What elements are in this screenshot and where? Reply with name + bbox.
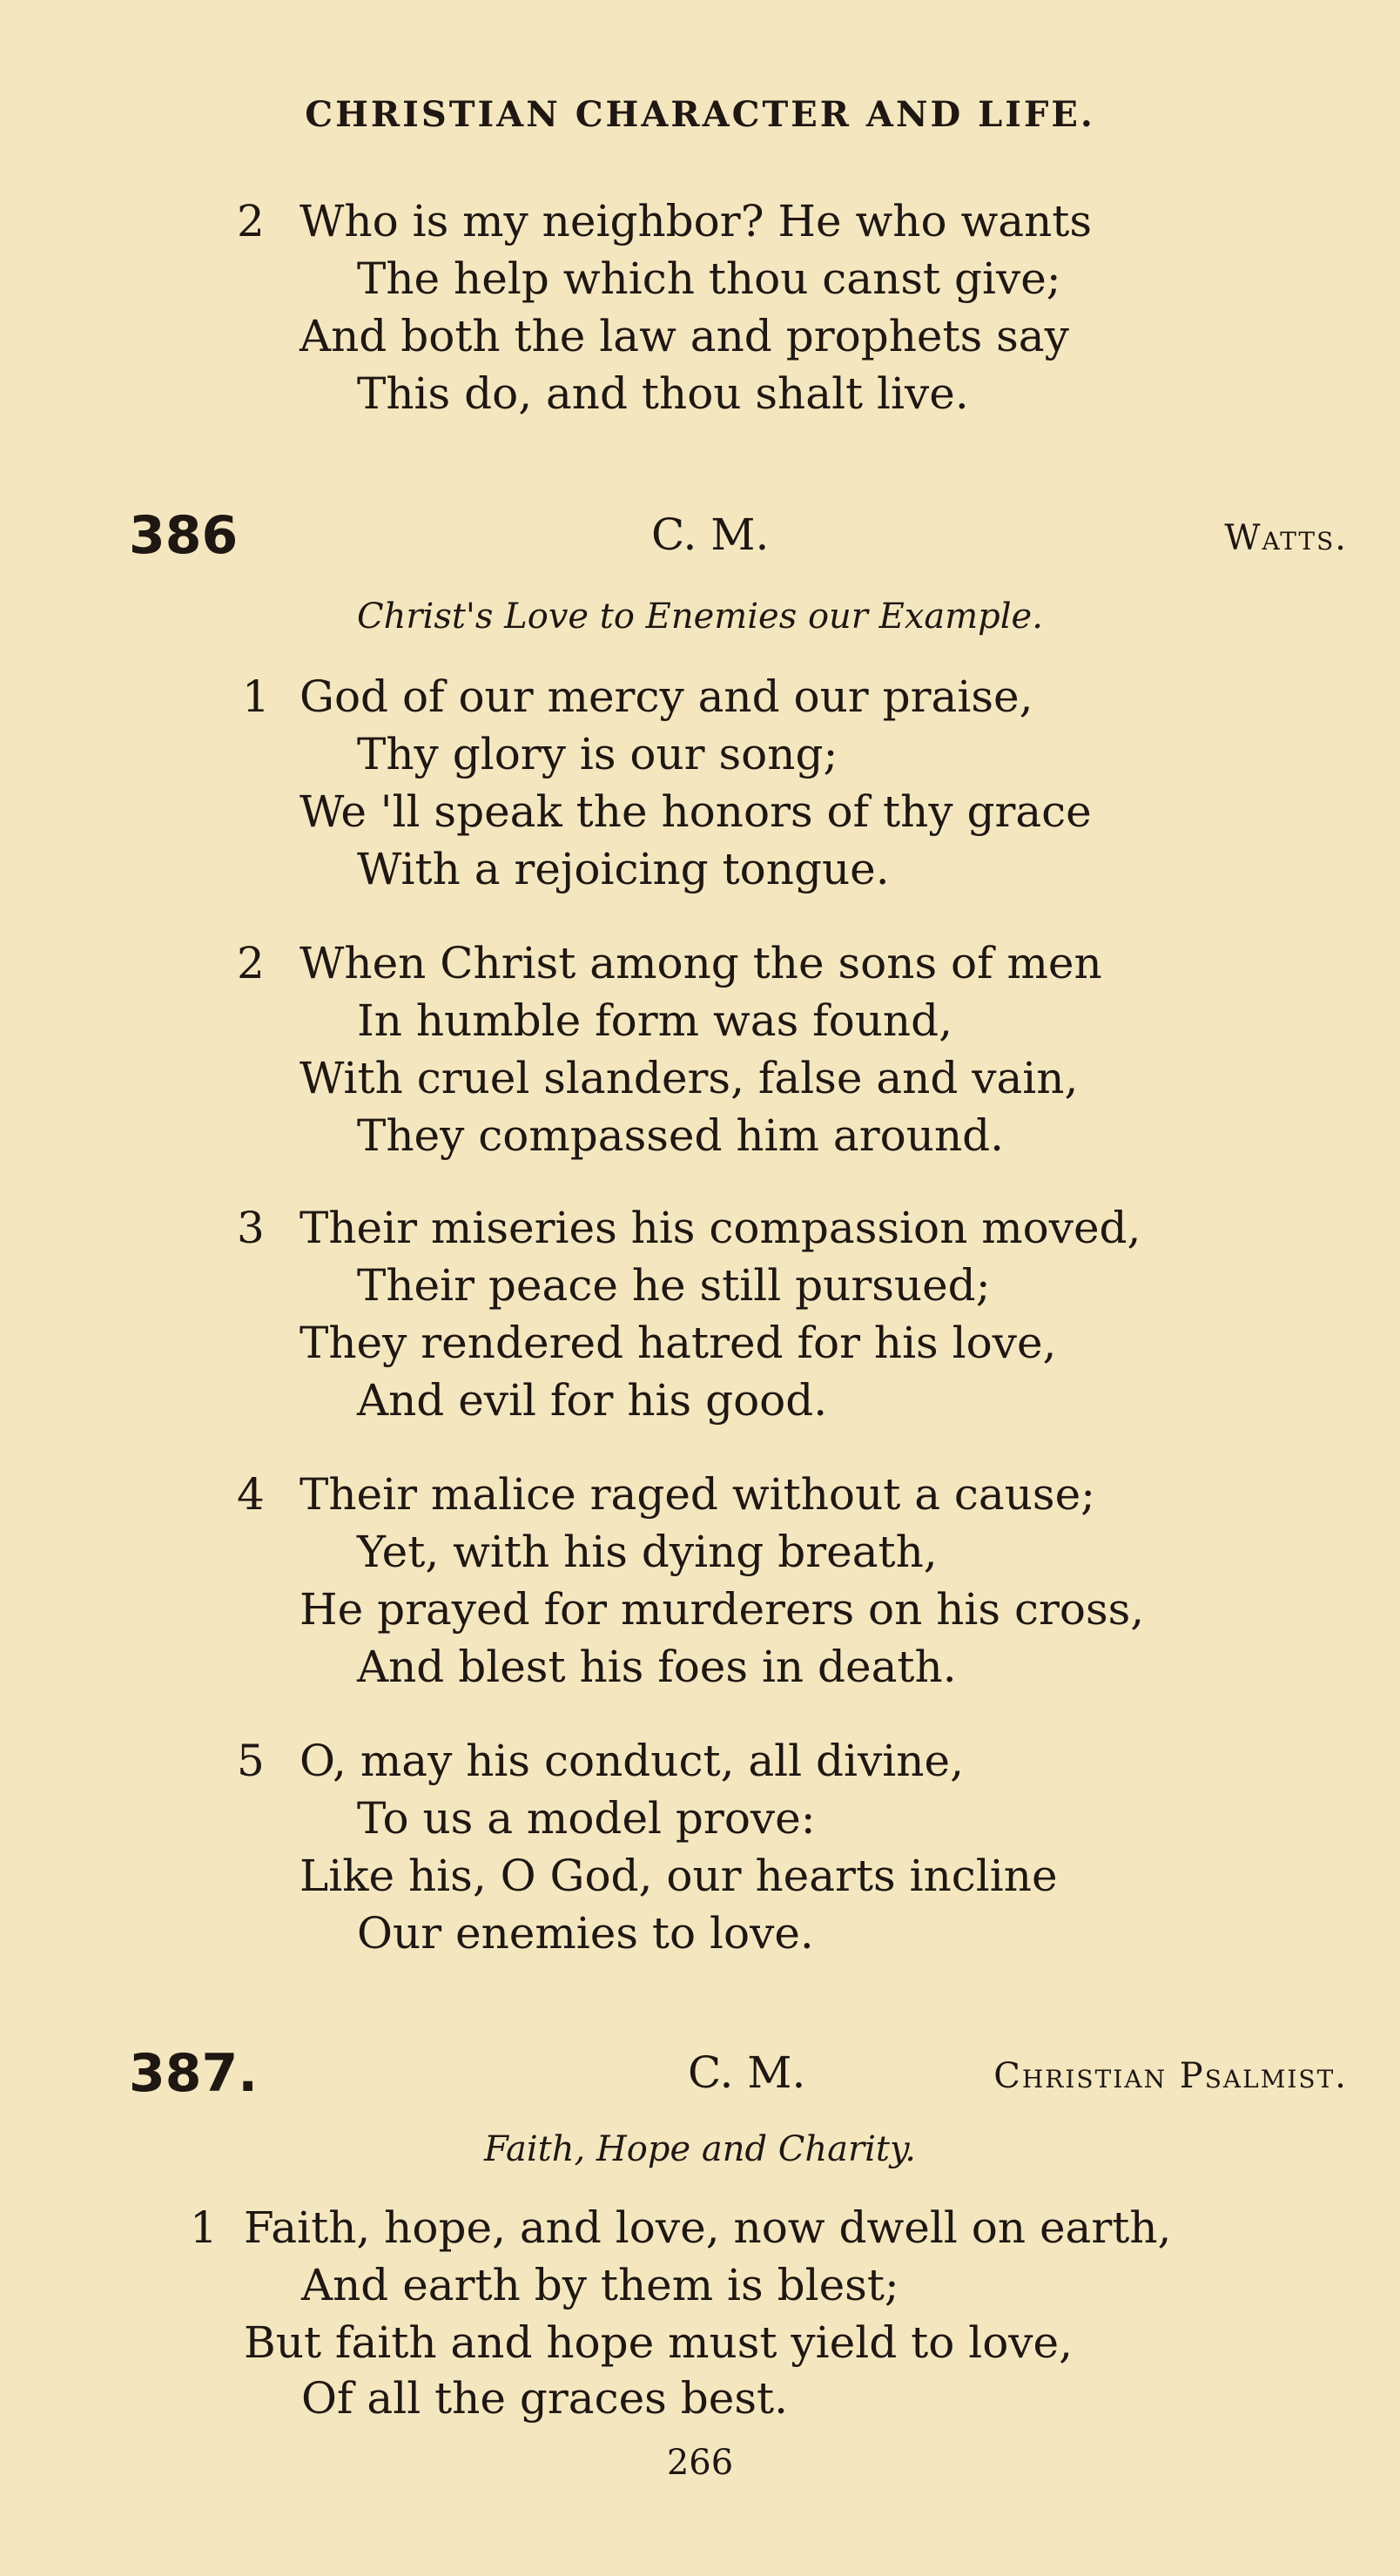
hymn-subtitle: Christ's Love to Enemies our Example. — [357, 597, 1043, 637]
verse-line: O, may his conduct, all divine, — [300, 1736, 964, 1786]
page-number: 266 — [666, 2443, 734, 2483]
verse-line: Yet, with his dying breath, — [357, 1527, 938, 1577]
verse-line: With a rejoicing tongue. — [357, 844, 890, 894]
verse-line: And blest his foes in death. — [357, 1642, 957, 1692]
verse-line: Thy glory is our song; — [357, 729, 838, 779]
verse-line: The help which thou canst give; — [357, 253, 1061, 304]
verse-line: They rendered hatred for his love, — [300, 1318, 1057, 1368]
author: Watts. — [1224, 518, 1348, 558]
verse-line: And earth by them is blest; — [301, 2260, 899, 2310]
stanza-number: 2 — [237, 938, 265, 988]
verse-line: In humble form was found, — [357, 995, 953, 1046]
stanza-number: 1 — [190, 2202, 218, 2253]
meter: C. M. — [688, 2047, 806, 2098]
running-title: CHRISTIAN CHARACTER AND LIFE. — [305, 94, 1095, 135]
stanza-number: 1 — [242, 671, 270, 722]
verse-line: When Christ among the sons of men — [300, 938, 1102, 988]
verse-line: Of all the graces best. — [301, 2373, 788, 2424]
verse-line: Faith, hope, and love, now dwell on earth, — [244, 2202, 1172, 2253]
verse-line: To us a model prove: — [357, 1793, 816, 1844]
verse-line: Their malice raged without a cause; — [300, 1469, 1096, 1520]
verse-line: With cruel slanders, false and vain, — [300, 1053, 1079, 1103]
author: Christian Psalmist. — [993, 2056, 1348, 2096]
verse-line: He prayed for murderers on his cross, — [300, 1584, 1145, 1635]
verse-line: They compassed him around. — [357, 1110, 1005, 1161]
meter: C. M. — [651, 509, 770, 560]
verse-line: And evil for his good. — [357, 1375, 828, 1426]
stanza-number: 2 — [237, 196, 265, 246]
verse-line: God of our mercy and our praise, — [300, 671, 1033, 722]
verse-line: Our enemies to love. — [357, 1908, 814, 1959]
hymn-number: 387. — [129, 2043, 259, 2104]
verse-line: Their peace he still pursued; — [357, 1260, 991, 1311]
stanza-number: 5 — [237, 1736, 265, 1786]
verse-line: This do, and thou shalt live. — [357, 368, 969, 419]
verse-line: Like his, O God, our hearts incline — [300, 1851, 1058, 1901]
verse-line: Their miseries his compassion moved, — [300, 1203, 1141, 1253]
hymn-number: 386 — [129, 505, 239, 566]
stanza-number: 3 — [237, 1203, 265, 1253]
verse-line: But faith and hope must yield to love, — [244, 2317, 1074, 2368]
stanza-number: 4 — [237, 1469, 265, 1520]
verse-line: We 'll speak the honors of thy grace — [300, 786, 1092, 837]
verse-line: Who is my neighbor? He who wants — [300, 196, 1093, 246]
hymn-subtitle: Faith, Hope and Charity. — [483, 2129, 917, 2169]
verse-line: And both the law and prophets say — [300, 311, 1069, 361]
